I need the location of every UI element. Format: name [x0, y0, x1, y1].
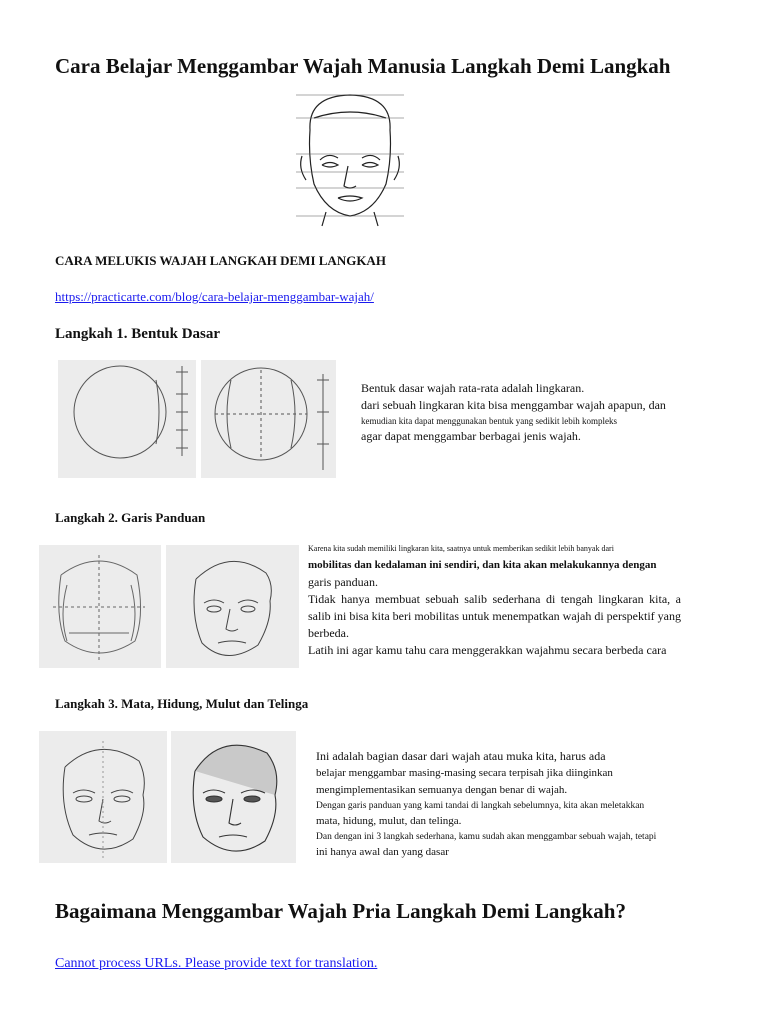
- step3-line: belajar menggambar masing-masing secara terpisah jika diinginkan: [316, 767, 613, 779]
- step3-line: mengimplementasikan semuanya dengan benar di wajah.: [316, 784, 568, 796]
- step1-line: kemudian kita dapat menggunakan bentuk yang sedikit lebih kompleks: [361, 416, 617, 426]
- step1-image-circle: [58, 360, 196, 478]
- subheading: CARA MELUKIS WAJAH LANGKAH DEMI LANGKAH: [55, 253, 386, 268]
- step2-heading: Langkah 2. Garis Panduan: [55, 510, 206, 525]
- step1-heading: Langkah 1. Bentuk Dasar: [55, 326, 221, 342]
- step2-image-guides: [39, 545, 161, 668]
- step1-line: Bentuk dasar wajah rata-rata adalah lingkaran.: [361, 381, 585, 395]
- step1-line: dari sebuah lingkaran kita bisa menggambar wajah apapun, dan: [361, 398, 666, 412]
- step2-line: mobilitas dan kedalaman ini sendiri, dan kita akan melakukannya dengan: [308, 559, 657, 571]
- step2-line: garis panduan.: [308, 575, 378, 589]
- step3-line: mata, hidung, mulut, dan telinga.: [316, 815, 462, 827]
- footer-link[interactable]: Cannot process URLs. Please provide text for translation.: [55, 956, 378, 971]
- step3-paragraph: [316, 748, 676, 861]
- step2-image-face: [166, 545, 299, 668]
- step3-heading: Langkah 3. Mata, Hidung, Mulut dan Telinga: [55, 696, 309, 711]
- step1-image-guides: [201, 360, 336, 478]
- step1-line: agar dapat menggambar berbagai jenis wajah.: [361, 429, 581, 443]
- step3-line: Dan dengan ini 3 langkah sederhana, kamu sudah akan menggambar sebuah wajah, tetapi: [316, 832, 657, 842]
- page-title: Cara Belajar Menggambar Wajah Manusia Langkah Demi Langkah: [55, 54, 671, 78]
- step3-image-sketch: [39, 731, 167, 863]
- source-link[interactable]: https://practicarte.com/blog/cara-belajar-menggambar-wajah/: [55, 289, 374, 304]
- step2-paragraph: [308, 542, 681, 659]
- step1-paragraph: [361, 380, 681, 445]
- section2-title: Bagaimana Menggambar Wajah Pria Langkah Demi Langkah?: [55, 899, 626, 923]
- step2-line: Latih ini agar kamu tahu cara menggerakkan wajahmu secara berbeda cara: [308, 643, 667, 657]
- face-proportion-diagram: [292, 88, 408, 228]
- step3-line: ini hanya awal dan yang dasar: [316, 846, 449, 858]
- step3-line: Ini adalah bagian dasar dari wajah atau muka kita, harus ada: [316, 749, 606, 763]
- step2-line: Tidak hanya membuat sebuah salib sederhana di tengah lingkaran kita, a salib ini bisa kita beri mobilitas untuk menempatkan wajah di perspektif yang berbeda.: [308, 592, 681, 640]
- step3-line: Dengan garis panduan yang kami tandai di langkah sebelumnya, kita akan meletakkan: [316, 801, 645, 811]
- step2-line: Karena kita sudah memiliki lingkaran kita, saatnya untuk memberikan sedikit lebih banyak dari: [308, 544, 614, 553]
- step3-image-shaded: [171, 731, 296, 863]
